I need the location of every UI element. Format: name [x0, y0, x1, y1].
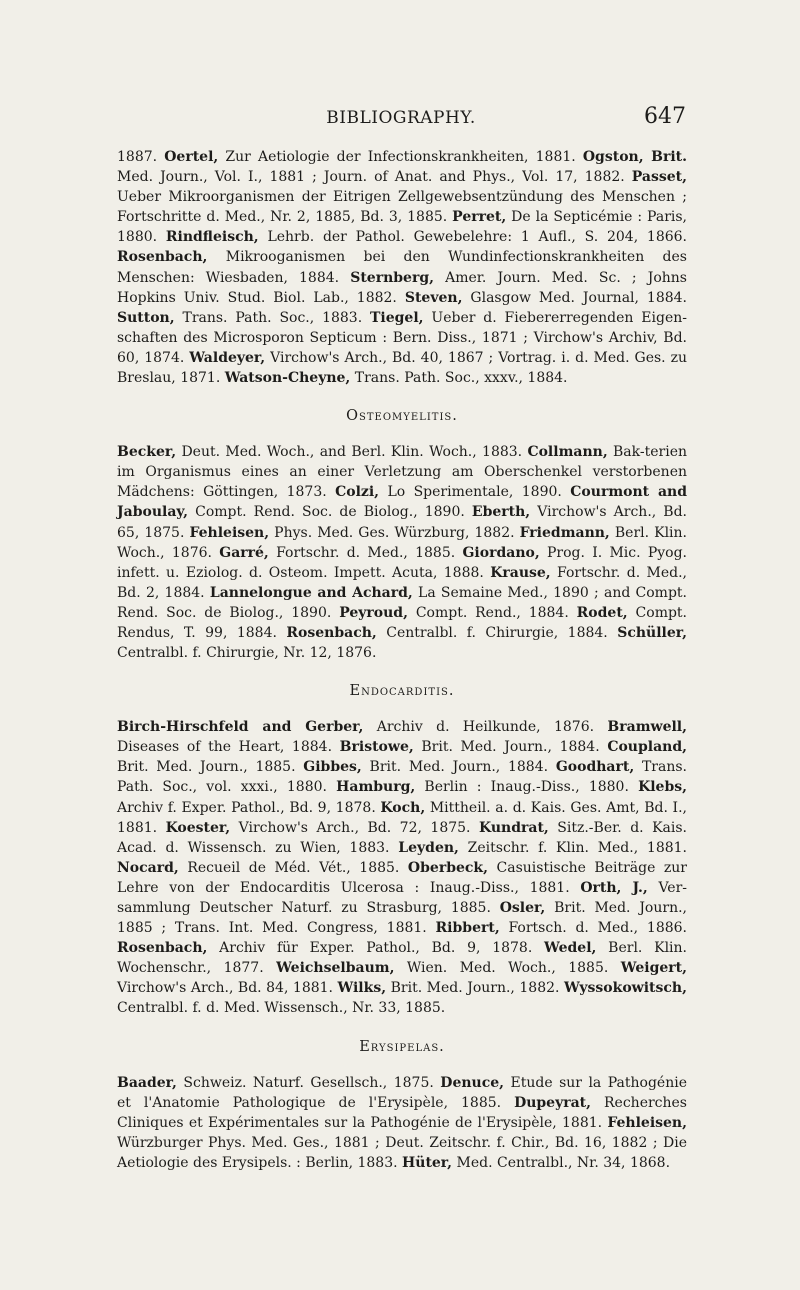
- bibliography-section: [117, 408, 687, 663]
- entry-author: Wilks,: [337, 980, 387, 997]
- section-paragraph: [117, 1073, 687, 1173]
- bibliography-entry: [117, 310, 370, 326]
- entry-text: Mittheil. a. d. Kais. Ges. Amt, Bd. I., 1881.: [117, 799, 687, 836]
- entry-text: Würzburger Phys. Med. Ges., 1881 ; Deut. Zeitschr. f. Chir., Bd. 16, 1882 ; Die Aetiologie des Erysipels. : Berlin, 1883.: [117, 1134, 687, 1171]
- entry-text: Virchow's Arch., Bd. 40, 1867 ; Vortrag. i. d. Med. Ges. zu Breslau, 1871.: [117, 349, 687, 387]
- entry-author: Hamburg,: [336, 779, 416, 796]
- entry-author: Krause,: [490, 564, 551, 581]
- entry-author: Passet,: [631, 169, 687, 186]
- entry-text: Phys. Med. Ges. Würzburg, 1882.: [269, 524, 520, 541]
- bibliography-entry: [402, 1155, 670, 1171]
- entry-author: Koch,: [380, 799, 426, 816]
- bibliography-entry: [339, 605, 576, 621]
- entry-author: Sutton,: [117, 309, 175, 326]
- entry-text: Centralbl. f. d. Med. Wissensch., Nr. 33, 1885.: [117, 1000, 446, 1017]
- entry-text: Etude sur la Pathogénie et l'Anatomie Pathologique de l'Erysipèle, 1885.: [117, 1074, 687, 1111]
- entry-author: Rosenbach,: [117, 940, 208, 957]
- entry-author: Lannelongue and Achard,: [209, 584, 413, 601]
- bibliography-body: [117, 147, 687, 1173]
- bibliography-entry: [405, 290, 687, 306]
- entry-author: Weichselbaum,: [276, 960, 395, 977]
- entry-author: Denuce,: [440, 1074, 505, 1091]
- bibliography-entry: [338, 980, 564, 996]
- entry-text: Bak-terien im Organismus eines an einer Verletzung am Oberschenkel verstorbenen Mädchens: Göttingen, 1873.: [117, 444, 688, 501]
- entry-text: Berl. Klin. Wochenschr., 1877.: [117, 940, 687, 977]
- bibliography-entry: [340, 739, 608, 755]
- entry-prefix: 1887.: [117, 149, 165, 165]
- section-title: Osteomyelitis.: [346, 408, 458, 425]
- entry-text: Brit. Med. Journ., 1882.: [386, 980, 564, 997]
- bibliography-entry: [436, 920, 687, 936]
- entry-text: Centralbl. f. Chirurgie, 1884.: [376, 624, 618, 641]
- entry-author: Becker,: [117, 444, 177, 461]
- section-paragraph: [117, 442, 687, 663]
- bibliography-entry: [117, 1075, 440, 1091]
- bibliography-entry: [189, 525, 519, 541]
- section-paragraph: [117, 147, 687, 388]
- entry-author: Rindfleisch,: [165, 229, 259, 246]
- entry-text: Med. Journ., Vol. I., 1881 ; Journ. of Anat. and Phys., Vol. 17, 1882.: [117, 169, 632, 186]
- bibliography-section: [117, 683, 687, 1018]
- entry-author: Leyden,: [398, 839, 459, 856]
- entry-text: Berl. Klin. Woch., 1876.: [117, 524, 687, 561]
- entry-text: Trans. Path. Soc., xxxv., 1884.: [350, 370, 568, 387]
- entry-author: Tiegel,: [370, 309, 424, 326]
- entry-author: Sternberg,: [350, 269, 434, 286]
- entry-text: Compt. Rend. Soc. de Biolog., 1890.: [188, 504, 472, 521]
- entry-author: Hüter,: [402, 1154, 453, 1171]
- entry-text: Recherches Cliniques et Expérimentales sur la Pathogénie de l'Erysipèle, 1881.: [117, 1094, 687, 1131]
- entry-author: Wyssokowitsch,: [563, 980, 687, 997]
- section-title: Erysipelas.: [359, 1038, 445, 1055]
- entry-text: Brit. Med. Journ., 1885.: [117, 759, 304, 776]
- entry-author: Baader,: [117, 1074, 177, 1091]
- entry-text: Med. Centralbl., Nr. 34, 1868.: [452, 1154, 671, 1171]
- bibliography-entry: [398, 840, 687, 856]
- bibliography-entry: [336, 779, 638, 795]
- entry-author: Fehleisen,: [189, 524, 270, 541]
- entry-author: Bristowe,: [339, 739, 414, 756]
- entry-author: Osler,: [499, 900, 546, 916]
- entry-author: Waldeyer,: [189, 349, 266, 366]
- entry-author: Oberbeck,: [407, 859, 488, 876]
- entry-author: Colzi,: [335, 484, 380, 501]
- entry-text: Berlin : Inaug.-Diss., 1880.: [415, 779, 639, 796]
- entry-author: Schüller,: [617, 624, 687, 641]
- entry-text: Archiv f. Exper. Pathol., Bd. 9, 1878.: [117, 799, 381, 816]
- entry-author: Rosenbach,: [117, 249, 208, 266]
- page-header: [116, 104, 686, 138]
- entry-text: Brit. Med. Journ., 1884.: [413, 739, 608, 756]
- entry-author: Watson-Cheyne,: [224, 370, 351, 387]
- bibliography-entry: [117, 860, 408, 876]
- entry-author: Fehleisen,: [607, 1114, 687, 1131]
- entry-author: Perret,: [452, 209, 507, 226]
- bibliography-entry: [117, 940, 544, 956]
- entry-text: Virchow's Arch., Bd. 84, 1881.: [117, 980, 338, 997]
- entry-author: Courmont and Jaboulay,: [117, 484, 687, 521]
- entry-text: Ueber Mikroorganismen der Eitrigen Zellgewebsentzündung des Menschen ; Fortschritte d. Med., Nr. 2, 1885, Bd. 3, 1885.: [117, 189, 687, 226]
- entry-text: Lo Sperimentale, 1890.: [379, 484, 571, 501]
- entry-text: Schweiz. Naturf. Gesellsch., 1875.: [176, 1074, 441, 1091]
- bibliography-entry: [303, 759, 556, 775]
- bibliography-entry: [117, 719, 607, 735]
- page-number: 647: [644, 104, 686, 129]
- entry-text: Trans. Path. Soc., 1883.: [174, 309, 370, 326]
- bibliography-entry: [335, 484, 570, 500]
- entry-text: Compt. Rendus, T. 99, 1884.: [117, 604, 688, 641]
- entry-author: Weigert,: [620, 960, 687, 977]
- entry-text: Archiv für Exper. Pathol., Bd. 9, 1878.: [207, 940, 545, 957]
- bibliography-entry: [117, 444, 527, 460]
- entry-text: Fortschr. d. Med., Bd. 2, 1884.: [117, 564, 687, 601]
- entry-author: Steven,: [404, 289, 463, 306]
- entry-text: Amer. Journ. Med. Sc. ; Johns Hopkins Univ. Stud. Biol. Lab., 1882.: [117, 269, 687, 306]
- entry-text: Glasgow Med. Journal, 1884.: [462, 289, 687, 306]
- entry-author: Wedel,: [544, 940, 597, 957]
- entry-author: Koester,: [165, 819, 231, 836]
- entry-text: Archiv d. Heilkunde, 1876.: [363, 719, 608, 736]
- entry-author: Ribbert,: [435, 920, 500, 937]
- entry-author: Ogston, Brit.: [582, 149, 688, 165]
- entry-author: Rodet,: [576, 604, 628, 621]
- entry-author: Birch-Hirschfeld and Gerber,: [117, 719, 364, 736]
- entry-author: Dupeyrat,: [514, 1094, 592, 1111]
- entry-author: Gibbes,: [303, 759, 362, 776]
- entry-text: De la Septicémie : Paris, 1880.: [117, 209, 687, 246]
- entry-text: Recueil de Méd. Vét., 1885.: [178, 859, 408, 876]
- entry-author: Kundrat,: [479, 819, 549, 836]
- entry-text: Wien. Med. Woch., 1885.: [394, 960, 621, 977]
- entry-author: Eberth,: [471, 504, 531, 521]
- entry-author: Coupland,: [607, 739, 687, 756]
- entry-text: Ver-sammlung Deutscher Naturf. zu Strasburg, 1885.: [117, 879, 687, 916]
- entry-text: Deut. Med. Woch., and Berl. Klin. Woch., 1883.: [176, 444, 528, 461]
- bibliography-entry: [219, 545, 462, 561]
- bibliography-entry: [117, 149, 583, 165]
- entry-text: Fortschr. d. Med., 1885.: [268, 544, 463, 561]
- entry-text: Casuistische Beiträge zur Lehre von der Endocarditis Ulcerosa : Inaug.-Diss., 1881.: [117, 859, 687, 896]
- section-paragraph: [117, 717, 687, 1018]
- bibliography-entry: [286, 625, 617, 641]
- entry-text: Prog. I. Mic. Pyog. infett. u. Eziolog. d. Osteom. Impett. Acuta, 1888.: [117, 544, 687, 581]
- entry-author: Bramwell,: [607, 719, 687, 736]
- entry-author: Oertel,: [164, 149, 219, 165]
- entry-text: La Semaine Med., 1890 ; and Compt. Rend. Soc. de Biolog., 1890.: [117, 584, 687, 621]
- entry-text: Mikrooganismen bei den Wundinfectionskrankheiten des Menschen: Wiesbaden, 1884.: [117, 249, 687, 286]
- entry-author: Nocard,: [117, 859, 179, 876]
- bibliography-section: [117, 1039, 687, 1173]
- entry-text: Brit. Med. Journ., 1884.: [361, 759, 556, 776]
- entry-text: Compt. Rend., 1884.: [407, 604, 577, 621]
- entry-author: Rosenbach,: [286, 624, 377, 641]
- entry-text: Centralbl. f. Chirurgie, Nr. 12, 1876.: [117, 645, 377, 662]
- entry-text: Virchow's Arch., Bd. 65, 1875.: [117, 504, 687, 541]
- bibliography-entry: [225, 370, 568, 386]
- entry-author: Giordano,: [462, 544, 540, 561]
- bibliography-entry: [276, 960, 621, 976]
- bibliography-entry: [166, 229, 687, 245]
- bibliography-entry: [166, 820, 479, 836]
- section-title: Endocarditis.: [349, 683, 455, 700]
- entry-text: Fortsch. d. Med., 1886.: [499, 920, 687, 937]
- entry-author: Garré,: [219, 544, 269, 561]
- entry-text: Virchow's Arch., Bd. 72, 1875.: [230, 819, 479, 836]
- entry-author: Peyroud,: [339, 604, 408, 621]
- entry-author: Orth, J.,: [580, 879, 648, 896]
- entry-author: Collmann,: [527, 444, 608, 461]
- entry-author: Goodhart,: [555, 759, 635, 776]
- bibliography-section: [117, 147, 687, 388]
- entry-text: Brit. Med. Journ., 1885 ; Trans. Int. Med. Congress, 1881.: [117, 900, 687, 937]
- entry-author: Friedmann,: [519, 524, 610, 541]
- entry-text: Trans. Path. Soc., vol. xxxi., 1880.: [117, 759, 687, 796]
- entry-text: Ueber d. Fiebererregenden Eigen-schaften des Microsporon Septicum : Bern. Diss., 1871 ; Virchow's Archiv, Bd. 60, 1874.: [117, 309, 687, 366]
- entry-text: Lehrb. der Pathol. Gewebelehre: 1 Aufl., S. 204, 1866.: [258, 229, 688, 246]
- entry-text: Zur Aetiologie der Infectionskrankheiten, 1881.: [218, 149, 583, 165]
- entry-author: Klebs,: [638, 779, 688, 796]
- entry-text: Diseases of the Heart, 1884.: [117, 739, 340, 756]
- running-head: BIBLIOGRAPHY.: [326, 108, 476, 128]
- entry-text: Zeitschr. f. Klin. Med., 1881.: [458, 839, 688, 856]
- entry-text: Sitz.-Ber. d. Kais. Acad. d. Wissensch. zu Wien, 1883.: [117, 819, 687, 856]
